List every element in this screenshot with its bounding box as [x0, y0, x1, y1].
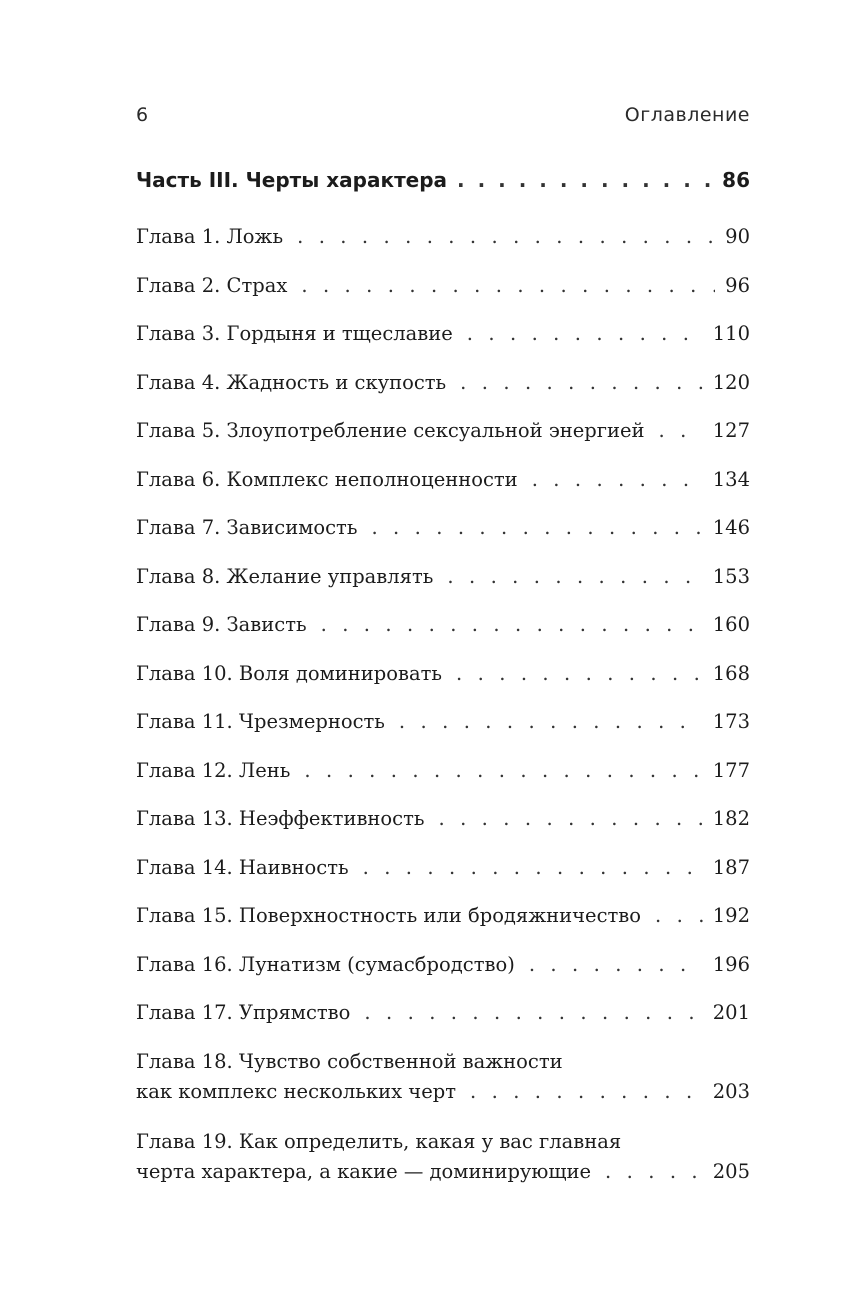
dot-leader [467, 319, 703, 349]
dot-leader [447, 562, 702, 592]
chapter-title: Глава 16. Лунатизм (сумасбродство) [136, 953, 515, 976]
chapter-title: Глава 18. Чувство собственной важности [136, 1050, 563, 1073]
chapter-title: Глава 2. Страх [136, 274, 288, 297]
dot-leader [364, 998, 702, 1028]
part-heading[interactable] [136, 168, 750, 192]
chapter-page: 120 [712, 371, 750, 394]
chapter-title: Глава 9. Зависть [136, 613, 307, 636]
chapter-page: 127 [712, 419, 750, 442]
toc-entry[interactable] [136, 562, 750, 592]
toc-entry[interactable] [136, 853, 750, 883]
dot-leader [457, 168, 710, 192]
chapter-title: Глава 13. Неэффективность [136, 807, 425, 830]
toc-entry[interactable] [136, 804, 750, 834]
toc-entry[interactable] [136, 707, 750, 737]
chapter-title-continuation: черта характера, а какие — доминирующие [136, 1160, 592, 1183]
part-page: 86 [722, 168, 750, 192]
dot-leader [456, 659, 703, 689]
toc-entry[interactable] [136, 950, 750, 980]
chapter-title: Глава 3. Гордыня и тщеславие [136, 322, 453, 345]
chapter-page: 196 [712, 953, 750, 976]
chapter-title: Глава 1. Ложь [136, 225, 284, 248]
toc-entry[interactable] [136, 998, 750, 1028]
toc-entry[interactable] [136, 659, 750, 689]
dot-leader [438, 804, 702, 834]
dot-leader [470, 1077, 703, 1107]
dot-leader [363, 853, 703, 883]
chapter-title: Глава 8. Желание управлять [136, 565, 434, 588]
chapter-title: Глава 17. Упрямство [136, 1001, 351, 1024]
chapter-page: 173 [712, 710, 750, 733]
chapter-page: 192 [712, 904, 750, 927]
dot-leader [297, 222, 715, 252]
chapter-title: Глава 12. Лень [136, 759, 291, 782]
chapter-title: Глава 7. Зависимость [136, 516, 358, 539]
chapter-page: 201 [712, 1001, 750, 1024]
dot-leader [659, 416, 703, 446]
chapter-page: 90 [725, 225, 750, 248]
dot-leader [529, 950, 703, 980]
dot-leader [655, 901, 703, 931]
page-number: 6 [136, 104, 149, 126]
dot-leader [399, 707, 703, 737]
dot-leader [460, 368, 703, 398]
chapter-title-continuation: как комплекс нескольких черт [136, 1080, 456, 1103]
chapter-title: Глава 19. Как определить, какая у вас главная [136, 1130, 622, 1153]
chapter-page: 160 [712, 613, 750, 636]
chapter-page: 205 [712, 1160, 750, 1183]
chapter-title: Глава 11. Чрезмерность [136, 710, 385, 733]
chapter-page: 110 [712, 322, 750, 345]
toc-entry[interactable] [136, 610, 750, 640]
chapter-title-continuation-line [136, 1157, 750, 1187]
dot-leader [321, 610, 703, 640]
dot-leader [371, 513, 702, 543]
toc-entry[interactable] [136, 756, 750, 786]
chapter-page: 96 [725, 274, 750, 297]
dot-leader [532, 465, 703, 495]
toc-entry[interactable] [136, 222, 750, 252]
dot-leader [605, 1157, 703, 1187]
running-head [136, 104, 750, 126]
toc-entry[interactable] [136, 901, 750, 931]
chapter-page: 187 [712, 856, 750, 879]
chapter-page: 153 [712, 565, 750, 588]
section-title: Оглавление [624, 104, 750, 126]
chapter-title-continuation-line [136, 1077, 750, 1107]
chapter-title: Глава 15. Поверхностность или бродяжничество [136, 904, 642, 927]
toc-entry[interactable] [136, 416, 750, 446]
dot-leader [301, 271, 715, 301]
toc-entry[interactable] [136, 271, 750, 301]
toc-entry[interactable] [136, 1047, 750, 1107]
chapter-page: 177 [712, 759, 750, 782]
chapter-title: Глава 6. Комплекс неполноценности [136, 468, 518, 491]
chapter-title: Глава 14. Наивность [136, 856, 349, 879]
toc-entry[interactable] [136, 465, 750, 495]
toc-entry[interactable] [136, 368, 750, 398]
chapter-title: Глава 10. Воля доминировать [136, 662, 443, 685]
chapter-title: Глава 5. Злоупотребление сексуальной энергией [136, 419, 645, 442]
chapter-page: 146 [712, 516, 750, 539]
chapter-title: Глава 4. Жадность и скупость [136, 371, 447, 394]
toc-entry[interactable] [136, 1127, 750, 1187]
dot-leader [304, 756, 702, 786]
toc-entry[interactable] [136, 319, 750, 349]
chapter-page: 168 [712, 662, 750, 685]
chapter-page: 182 [712, 807, 750, 830]
toc-entry[interactable] [136, 513, 750, 543]
chapter-page: 134 [712, 468, 750, 491]
part-title: Часть III. Черты характера [136, 168, 448, 192]
chapter-page: 203 [712, 1080, 750, 1103]
